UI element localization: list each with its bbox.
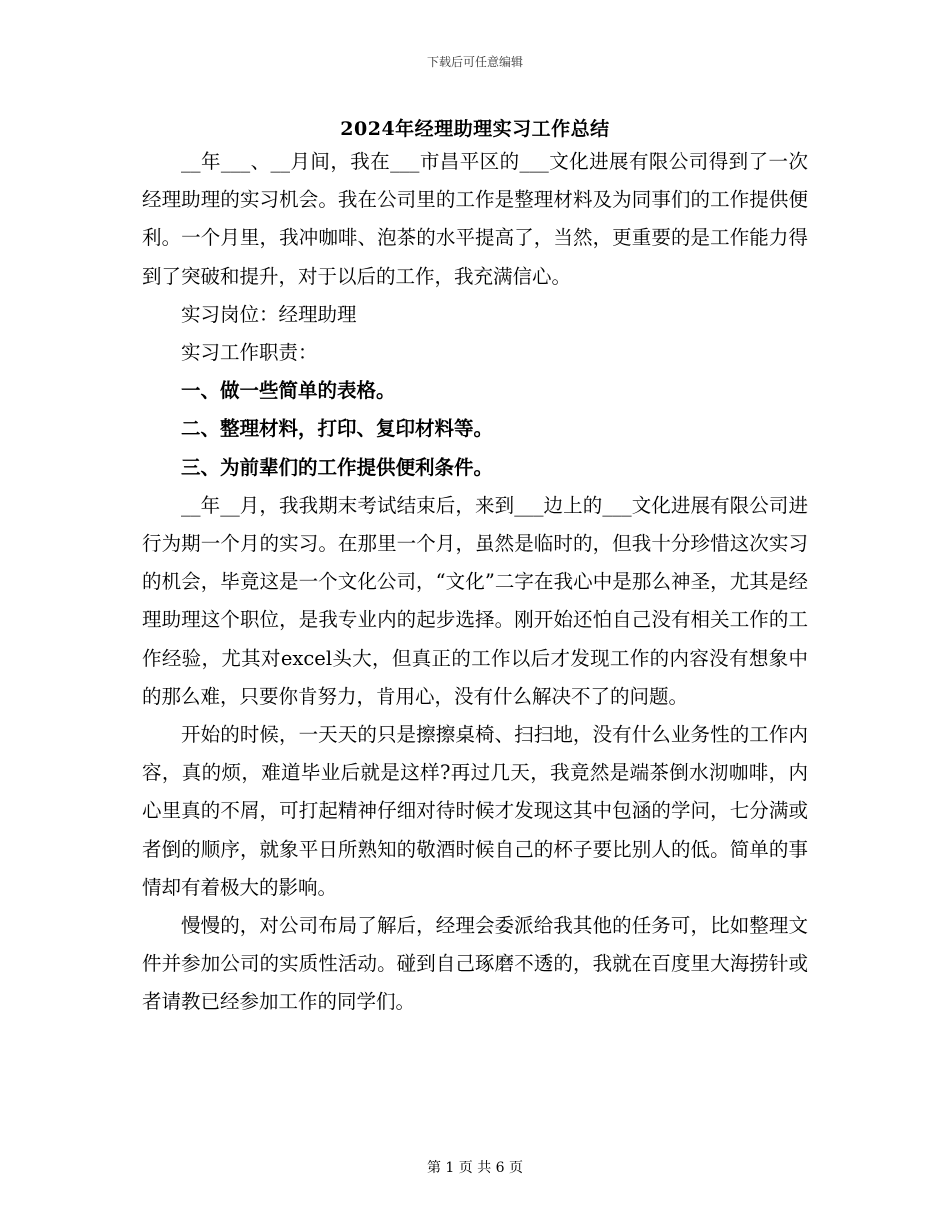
duty-item-1: 一、做一些简单的表格。 xyxy=(181,379,396,403)
document-body xyxy=(142,143,808,1022)
duty-item-3: 三、为前辈们的工作提供便利条件。 xyxy=(181,455,494,479)
duty-item-2: 二、整理材料，打印、复印材料等。 xyxy=(181,417,494,441)
paragraph-duties-heading: 实习工作职责： xyxy=(181,341,318,365)
paragraph-later: 慢慢的，对公司布局了解后，经理会委派给我其他的任务可，比如整理文件并参加公司的实质性活动。碰到自己琢磨不透的，我就在百度里大海捞针或者请教已经参加工作的同学们。 xyxy=(142,914,808,1014)
paragraph-intro: __年___、__月间，我在___市昌平区的___文化进展有限公司得到了一次经理助理的实习机会。我在公司里的工作是整理材料及为同事们的工作提供便利。一个月里，我冲咖啡、泡茶的水平提高了，当然，更重要的是工作能力得到了突破和提升，对于以后的工作，我充满信心。 xyxy=(142,150,808,288)
paragraph-position: 实习岗位：经理助理 xyxy=(181,302,357,326)
document-title: 2024年经理助理实习工作总结 xyxy=(340,118,610,140)
page-header-note: 下载后可任意编辑 xyxy=(426,55,523,69)
paragraph-internship: __年__月，我我期末考试结束后，来到___边上的___文化进展有限公司进行为期一个月的实习。在那里一个月，虽然是临时的，但我十分珍惜这次实习的机会，毕竟这是一个文化公司，“文化”二字在我心中是那么神圣，尤其是经理助理这个职位，是我专业内的起步选择。刚开始还怕自己没有相关工作的工作经验，尤其对excel头大，但真正的工作以后才发现工作的内容没有想象中的那么难，只要你肯努力，肯用心，没有什么解决不了的问题。 xyxy=(142,493,808,708)
page-footer-number: 第 1 页 共 6 页 xyxy=(426,1160,524,1176)
paragraph-beginning: 开始的时候，一天天的只是擦擦桌椅、扫扫地，没有什么业务性的工作内容，真的烦，难道毕业后就是这样?再过几天，我竟然是端茶倒水沏咖啡，内心里真的不屑，可打起精神仔细对待时候才发现这其中包涵的学问，七分满或者倒的顺序，就象平日所熟知的敬酒时候自己的杯子要比别人的低。简单的事情却有着极大的影响。 xyxy=(142,723,808,899)
